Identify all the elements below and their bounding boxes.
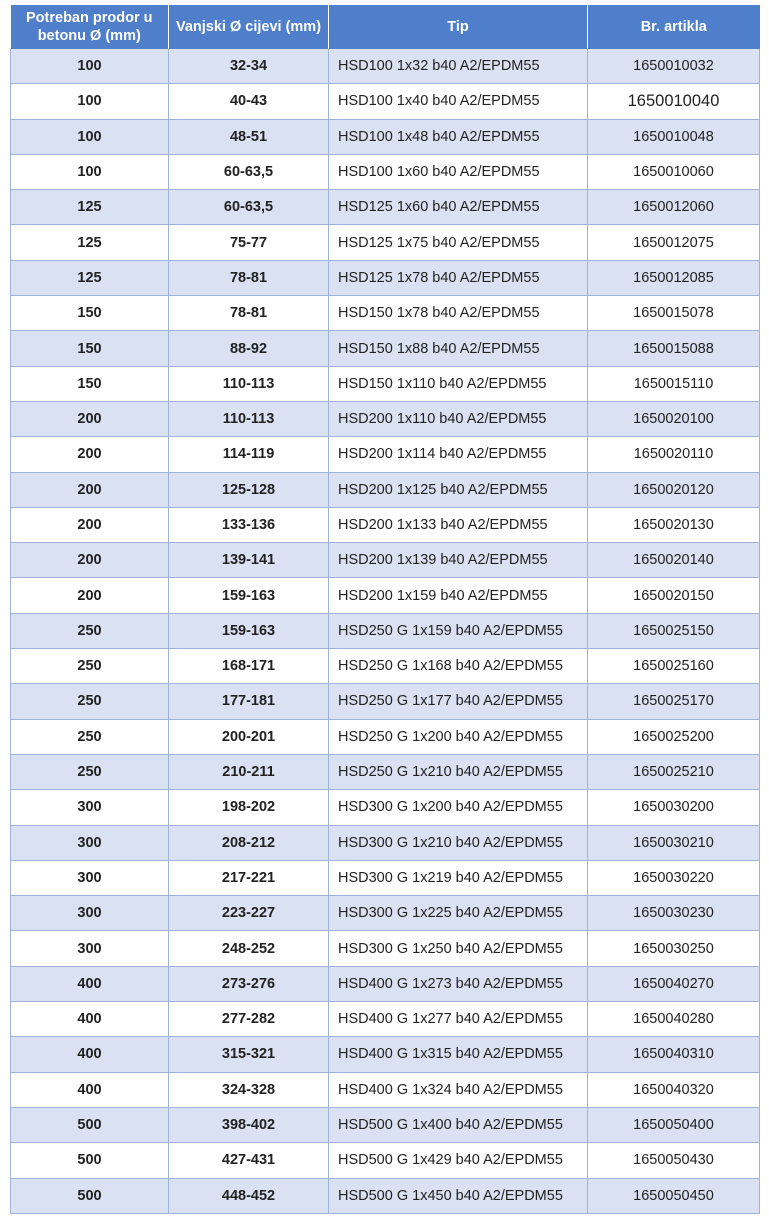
cell-pipe-diameter: 223-227 <box>169 896 329 931</box>
table-row <box>11 543 760 578</box>
cell-pipe-diameter: 110-113 <box>169 401 329 436</box>
cell-required-opening: 300 <box>11 825 169 860</box>
cell-article-number: 1650020140 <box>588 543 760 578</box>
table-row <box>11 1107 760 1142</box>
cell-type: HSD125 1x75 b40 A2/EPDM55 <box>329 225 588 260</box>
table-row <box>11 366 760 401</box>
cell-pipe-diameter: 277-282 <box>169 1002 329 1037</box>
cell-article-number: 1650020100 <box>588 401 760 436</box>
cell-article-number: 1650010032 <box>588 49 760 84</box>
table-row <box>11 719 760 754</box>
cell-pipe-diameter: 198-202 <box>169 790 329 825</box>
cell-required-opening: 100 <box>11 49 169 84</box>
cell-required-opening: 150 <box>11 366 169 401</box>
table-row <box>11 84 760 119</box>
cell-required-opening: 200 <box>11 578 169 613</box>
cell-article-number: 1650030210 <box>588 825 760 860</box>
cell-type: HSD250 G 1x200 b40 A2/EPDM55 <box>329 719 588 754</box>
product-table <box>10 5 760 1214</box>
cell-article-number: 1650025160 <box>588 649 760 684</box>
cell-article-number: 1650040270 <box>588 966 760 1001</box>
table-row <box>11 649 760 684</box>
header-type: Tip <box>329 5 588 49</box>
table-row <box>11 860 760 895</box>
table-row <box>11 896 760 931</box>
cell-article-number: 1650050430 <box>588 1143 760 1178</box>
cell-article-number: 1650020130 <box>588 507 760 542</box>
cell-article-number: 1650010060 <box>588 154 760 189</box>
cell-article-number: 1650050400 <box>588 1107 760 1142</box>
cell-article-number: 1650030200 <box>588 790 760 825</box>
cell-type: HSD150 1x78 b40 A2/EPDM55 <box>329 296 588 331</box>
cell-required-opening: 200 <box>11 437 169 472</box>
cell-type: HSD300 G 1x210 b40 A2/EPDM55 <box>329 825 588 860</box>
cell-pipe-diameter: 324-328 <box>169 1072 329 1107</box>
cell-required-opening: 500 <box>11 1178 169 1213</box>
cell-pipe-diameter: 110-113 <box>169 366 329 401</box>
cell-pipe-diameter: 208-212 <box>169 825 329 860</box>
table-row <box>11 1178 760 1213</box>
cell-type: HSD125 1x60 b40 A2/EPDM55 <box>329 190 588 225</box>
cell-pipe-diameter: 273-276 <box>169 966 329 1001</box>
cell-required-opening: 100 <box>11 154 169 189</box>
header-required-opening: Potreban prodor u betonu Ø (mm) <box>11 5 169 49</box>
cell-type: HSD400 G 1x315 b40 A2/EPDM55 <box>329 1037 588 1072</box>
table-row <box>11 190 760 225</box>
cell-pipe-diameter: 88-92 <box>169 331 329 366</box>
cell-article-number: 1650012075 <box>588 225 760 260</box>
cell-required-opening: 200 <box>11 507 169 542</box>
cell-pipe-diameter: 78-81 <box>169 260 329 295</box>
cell-required-opening: 400 <box>11 1002 169 1037</box>
table-row <box>11 260 760 295</box>
cell-pipe-diameter: 40-43 <box>169 84 329 119</box>
cell-article-number: 1650025170 <box>588 684 760 719</box>
cell-article-number: 1650012060 <box>588 190 760 225</box>
cell-article-number: 1650050450 <box>588 1178 760 1213</box>
cell-required-opening: 250 <box>11 719 169 754</box>
table-row <box>11 331 760 366</box>
cell-required-opening: 100 <box>11 84 169 119</box>
cell-article-number: 1650025150 <box>588 613 760 648</box>
table-row <box>11 966 760 1001</box>
cell-article-number: 1650012085 <box>588 260 760 295</box>
cell-pipe-diameter: 133-136 <box>169 507 329 542</box>
cell-type: HSD300 G 1x219 b40 A2/EPDM55 <box>329 860 588 895</box>
cell-article-number: 1650040320 <box>588 1072 760 1107</box>
cell-type: HSD400 G 1x277 b40 A2/EPDM55 <box>329 1002 588 1037</box>
cell-pipe-diameter: 217-221 <box>169 860 329 895</box>
cell-pipe-diameter: 200-201 <box>169 719 329 754</box>
table-row <box>11 154 760 189</box>
table-row <box>11 296 760 331</box>
cell-pipe-diameter: 427-431 <box>169 1143 329 1178</box>
cell-type: HSD300 G 1x200 b40 A2/EPDM55 <box>329 790 588 825</box>
cell-pipe-diameter: 78-81 <box>169 296 329 331</box>
cell-type: HSD250 G 1x210 b40 A2/EPDM55 <box>329 754 588 789</box>
cell-type: HSD125 1x78 b40 A2/EPDM55 <box>329 260 588 295</box>
cell-required-opening: 125 <box>11 260 169 295</box>
cell-pipe-diameter: 125-128 <box>169 472 329 507</box>
table-row <box>11 825 760 860</box>
table-row <box>11 578 760 613</box>
cell-required-opening: 300 <box>11 931 169 966</box>
table-row <box>11 1037 760 1072</box>
cell-type: HSD250 G 1x168 b40 A2/EPDM55 <box>329 649 588 684</box>
cell-type: HSD200 1x110 b40 A2/EPDM55 <box>329 401 588 436</box>
table-row <box>11 119 760 154</box>
cell-type: HSD500 G 1x400 b40 A2/EPDM55 <box>329 1107 588 1142</box>
cell-required-opening: 400 <box>11 1072 169 1107</box>
cell-type: HSD500 G 1x450 b40 A2/EPDM55 <box>329 1178 588 1213</box>
cell-pipe-diameter: 159-163 <box>169 578 329 613</box>
cell-required-opening: 400 <box>11 1037 169 1072</box>
cell-pipe-diameter: 32-34 <box>169 49 329 84</box>
cell-required-opening: 125 <box>11 225 169 260</box>
cell-required-opening: 500 <box>11 1107 169 1142</box>
cell-article-number: 1650030250 <box>588 931 760 966</box>
cell-required-opening: 200 <box>11 472 169 507</box>
cell-article-number: 1650015088 <box>588 331 760 366</box>
cell-article-number: 1650030220 <box>588 860 760 895</box>
cell-article-number: 1650025210 <box>588 754 760 789</box>
table-row <box>11 1143 760 1178</box>
cell-required-opening: 250 <box>11 754 169 789</box>
cell-article-number: 1650040310 <box>588 1037 760 1072</box>
cell-type: HSD100 1x60 b40 A2/EPDM55 <box>329 154 588 189</box>
table-row <box>11 49 760 84</box>
cell-type: HSD200 1x159 b40 A2/EPDM55 <box>329 578 588 613</box>
cell-pipe-diameter: 315-321 <box>169 1037 329 1072</box>
cell-type: HSD300 G 1x250 b40 A2/EPDM55 <box>329 931 588 966</box>
cell-type: HSD200 1x139 b40 A2/EPDM55 <box>329 543 588 578</box>
cell-type: HSD100 1x48 b40 A2/EPDM55 <box>329 119 588 154</box>
cell-type: HSD250 G 1x159 b40 A2/EPDM55 <box>329 613 588 648</box>
cell-required-opening: 250 <box>11 649 169 684</box>
cell-type: HSD400 G 1x324 b40 A2/EPDM55 <box>329 1072 588 1107</box>
table-row <box>11 1072 760 1107</box>
table-row <box>11 754 760 789</box>
cell-article-number: 1650010048 <box>588 119 760 154</box>
cell-pipe-diameter: 60-63,5 <box>169 190 329 225</box>
cell-article-number: 1650020150 <box>588 578 760 613</box>
table-row <box>11 437 760 472</box>
cell-pipe-diameter: 159-163 <box>169 613 329 648</box>
table-row <box>11 931 760 966</box>
cell-pipe-diameter: 114-119 <box>169 437 329 472</box>
cell-article-number: 1650020110 <box>588 437 760 472</box>
cell-pipe-diameter: 168-171 <box>169 649 329 684</box>
cell-required-opening: 300 <box>11 790 169 825</box>
cell-required-opening: 250 <box>11 613 169 648</box>
cell-article-number: 1650015078 <box>588 296 760 331</box>
cell-type: HSD500 G 1x429 b40 A2/EPDM55 <box>329 1143 588 1178</box>
cell-required-opening: 300 <box>11 896 169 931</box>
cell-pipe-diameter: 60-63,5 <box>169 154 329 189</box>
cell-required-opening: 200 <box>11 543 169 578</box>
table-row <box>11 472 760 507</box>
cell-required-opening: 150 <box>11 331 169 366</box>
cell-article-number: 1650040280 <box>588 1002 760 1037</box>
header-row <box>11 5 760 49</box>
cell-pipe-diameter: 48-51 <box>169 119 329 154</box>
cell-required-opening: 300 <box>11 860 169 895</box>
cell-required-opening: 250 <box>11 684 169 719</box>
cell-pipe-diameter: 177-181 <box>169 684 329 719</box>
cell-article-number: 1650020120 <box>588 472 760 507</box>
cell-type: HSD200 1x125 b40 A2/EPDM55 <box>329 472 588 507</box>
header-article-number: Br. artikla <box>588 5 760 49</box>
cell-type: HSD100 1x40 b40 A2/EPDM55 <box>329 84 588 119</box>
cell-article-number: 1650030230 <box>588 896 760 931</box>
cell-required-opening: 200 <box>11 401 169 436</box>
cell-type: HSD200 1x133 b40 A2/EPDM55 <box>329 507 588 542</box>
cell-required-opening: 500 <box>11 1143 169 1178</box>
table-row <box>11 790 760 825</box>
cell-type: HSD150 1x110 b40 A2/EPDM55 <box>329 366 588 401</box>
table-row <box>11 507 760 542</box>
cell-type: HSD400 G 1x273 b40 A2/EPDM55 <box>329 966 588 1001</box>
cell-pipe-diameter: 75-77 <box>169 225 329 260</box>
cell-article-number: 1650010040 <box>588 84 760 119</box>
cell-article-number: 1650015110 <box>588 366 760 401</box>
cell-pipe-diameter: 210-211 <box>169 754 329 789</box>
cell-pipe-diameter: 248-252 <box>169 931 329 966</box>
cell-type: HSD250 G 1x177 b40 A2/EPDM55 <box>329 684 588 719</box>
table-row <box>11 684 760 719</box>
cell-type: HSD150 1x88 b40 A2/EPDM55 <box>329 331 588 366</box>
table-row <box>11 401 760 436</box>
table-row <box>11 225 760 260</box>
header-pipe-diameter: Vanjski Ø cijevi (mm) <box>169 5 329 49</box>
cell-type: HSD200 1x114 b40 A2/EPDM55 <box>329 437 588 472</box>
cell-pipe-diameter: 448-452 <box>169 1178 329 1213</box>
cell-article-number: 1650025200 <box>588 719 760 754</box>
cell-required-opening: 150 <box>11 296 169 331</box>
cell-pipe-diameter: 139-141 <box>169 543 329 578</box>
cell-type: HSD100 1x32 b40 A2/EPDM55 <box>329 49 588 84</box>
cell-required-opening: 100 <box>11 119 169 154</box>
cell-required-opening: 125 <box>11 190 169 225</box>
cell-required-opening: 400 <box>11 966 169 1001</box>
cell-type: HSD300 G 1x225 b40 A2/EPDM55 <box>329 896 588 931</box>
cell-pipe-diameter: 398-402 <box>169 1107 329 1142</box>
table-row <box>11 1002 760 1037</box>
table-row <box>11 613 760 648</box>
